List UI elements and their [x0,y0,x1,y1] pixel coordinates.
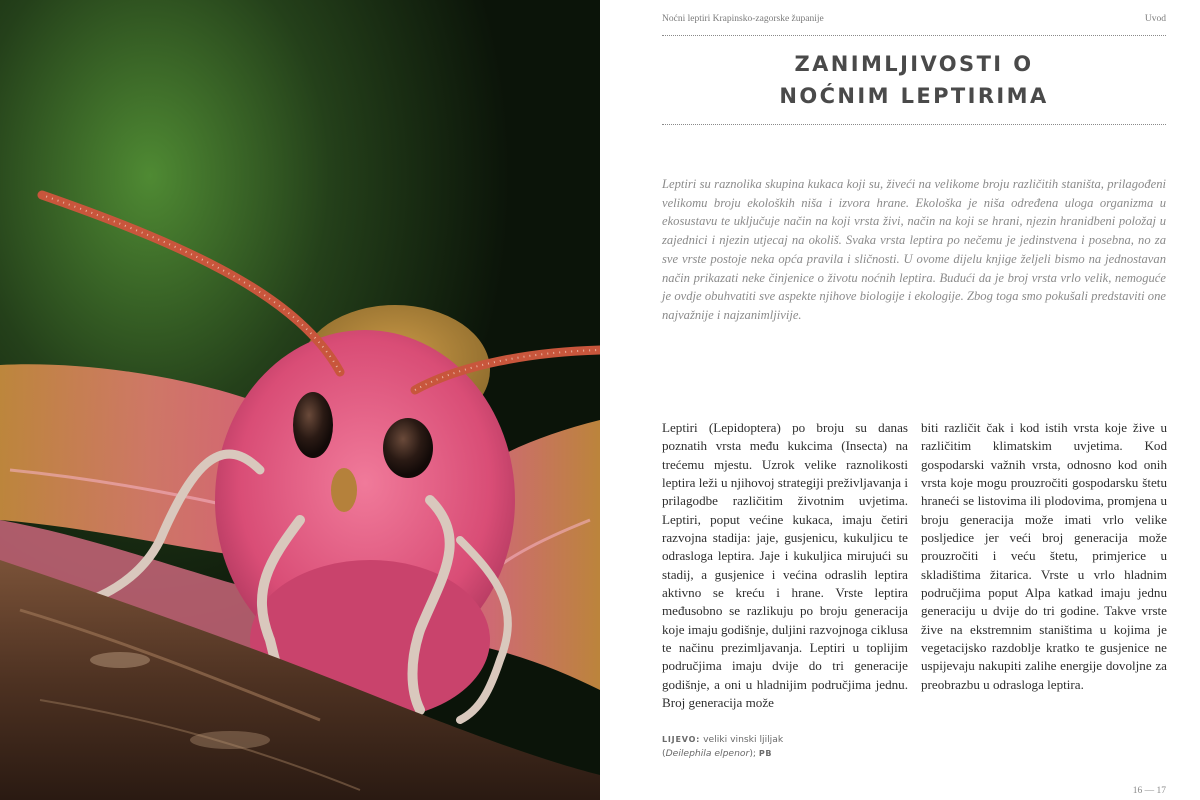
caption-photo-credit: PB [758,749,773,758]
title-dotted-rule [662,124,1166,125]
running-head-section: Uvod [1144,14,1166,24]
chapter-title-line1: ZANIMLJIVOSTI O [794,52,1034,76]
running-head-book-title: Noćni leptiri Krapinsko-zagorske županije [662,14,824,24]
caption-scientific-name: Deilephila elpenor [665,748,750,759]
caption-paren-open: ( [662,748,666,759]
chapter-title [662,48,1166,112]
photo-caption [662,733,882,761]
running-head [662,14,1166,28]
text-page [600,0,1200,800]
body-column-right: biti različit čak i kod istih vrsta koje žive u različitim klimatskim uvjetima. Kod gospodarski važnih vrsta, odnosno kod onih vrsta koje mogu prouzročiti gospodarsku štetu hraneći se listovima ili plodovima, promjena u broju generacija može imati vrlo velike posljedice jer veći broj generacija može prouzročiti i veću štetu, primjerice u skladištima žitarica. Vrste u vrlo hladnim područjima poput Alpa katkad imaju jednu generaciju u dvije do tri godine. Takve vrste žive na ekstremnim staništima u kojima je vegetacijsko razdoblje kratko te gusjenice ne uspijevaju nakupiti zalihe energije dovoljne za preobrazbu u odrasloga leptira. [921,420,1167,692]
intro-paragraph: Leptiri su raznolika skupina kukaca koji su, živeći na velikome broju različitih staništa, prilagođeni velikomu broju ekoloških niša i izvora hrane. Ekološka je niša određena uloga organizma u ekosustavu te uključuje način na koji vrsta živi, način na koji se hrani, njezin hranidbeni položaj u zajednici i njezin utjecaj na okoliš. Svaka vrsta leptira po nečemu je jedinstvena i posebna, no za sve vrste postoje neka opća pravila i sličnosti. U ovome dijelu knjige željeli bismo na jednostavan način prikazati neke činjenice o životu noćnih leptira. Budući da je broj vrsta vrlo velik, nemoguće je ovdje obuhvatiti sve aspekte njihove biologije i ekologije. Zbog toga smo pokušali predstaviti one najvažnije i najzanimljivije. [662,177,1166,322]
top-dotted-rule [662,35,1166,36]
caption-text: veliki vinski ljiljak [700,734,784,745]
caption-label: LIJEVO: [662,735,701,744]
caption-paren-close: ); [749,748,759,759]
page-numbers: 16 — 17 [1132,786,1166,796]
body-column-left: Leptiri (Lepidoptera) po broju su danas poznatih vrsta među kukcima (Insecta) na trećemu mjestu. Uzrok velike raznolikosti leptira leži u njihovoj strategiji preživljavanja i prilagodbe različitim životnim uvjetima. Leptiri, poput većine kukaca, imaju četiri razvojna stadija: jaje, gusjenicu, kukuljicu te odrasloga leptira. Jaje i kukuljica mirujući su stadij, a gusjenice i većina odraslih leptira aktivno se kreću i hrane. Vrste leptira međusobno se razlikuju po broju generacija koje imaju godišnje, duljini razvojnoga ciklusa te načinu prezimljavanja. Leptiri u toplijim područjima imaju dvije do tri generacije godišnje, a oni u hladnijim područjima jednu. Broj generacija može [662,420,908,711]
chapter-title-line2: NOĆNIM LEPTIRIMA [779,84,1049,108]
